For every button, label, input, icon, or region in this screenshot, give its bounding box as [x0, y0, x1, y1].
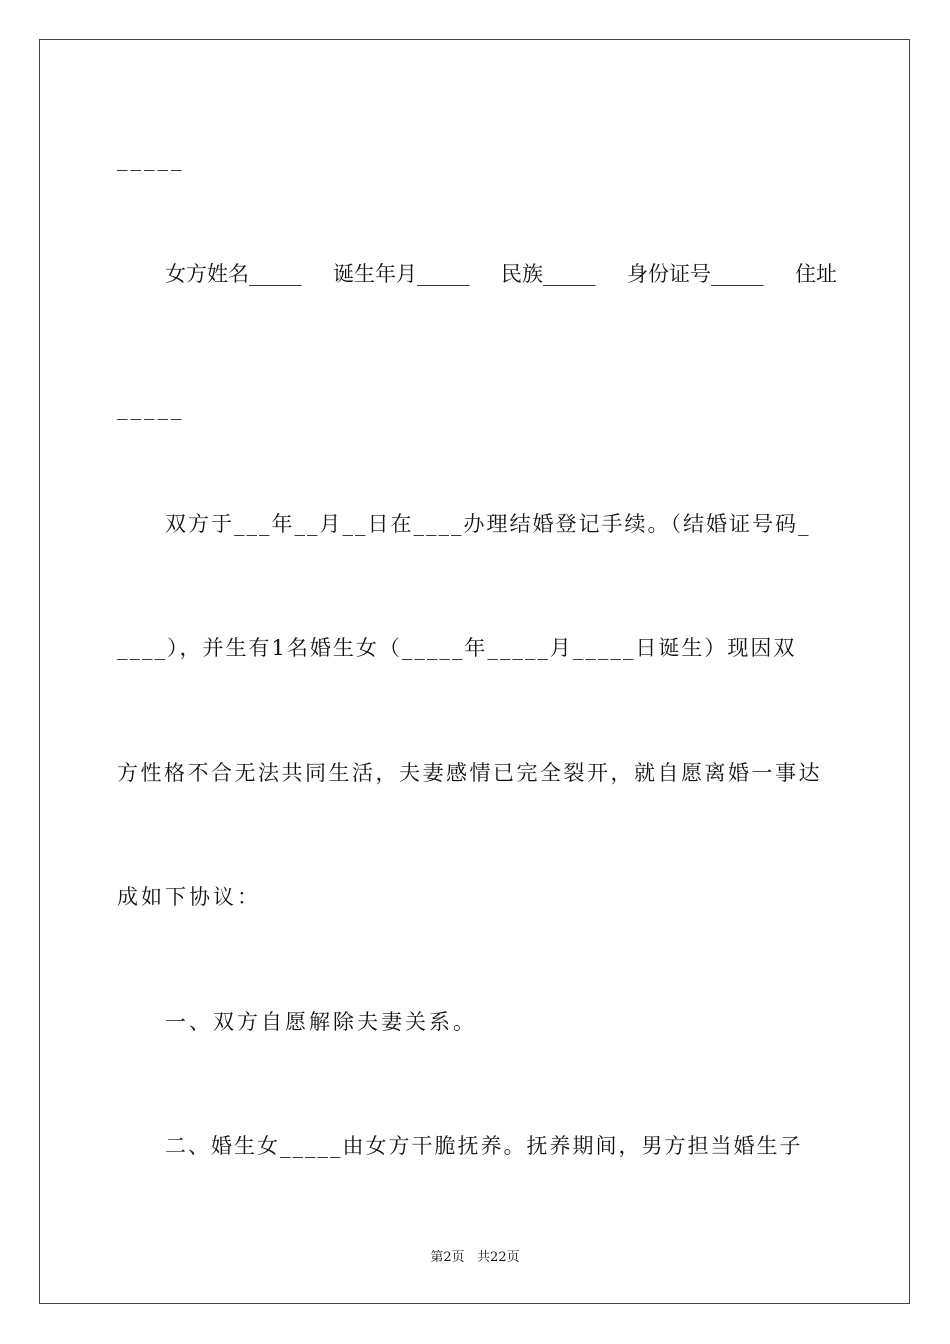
- page-number-footer: 第2页 共22页: [430, 1250, 520, 1265]
- divorce-reason-line: 方性格不合无法共同生活，夫妻感情已完全裂开，就自愿离婚一事达: [117, 761, 822, 785]
- female-ethnicity-field: 民族_____: [501, 262, 596, 286]
- female-info-line: [165, 259, 837, 289]
- agreement-intro-line: 成如下协议：: [117, 885, 261, 909]
- female-birth-field: 诞生年月_____: [333, 262, 470, 286]
- blank-line-female-address: _____: [117, 396, 185, 420]
- female-address-label: 住址: [795, 262, 837, 286]
- marriage-registration-line: 双方于___年__月__日在____办理结婚登记手续。（结婚证号码_: [165, 512, 811, 536]
- page-frame: [39, 39, 910, 1304]
- female-name-field: 女方姓名_____: [165, 262, 302, 286]
- clause-one: 一、双方自愿解除夫妻关系。: [165, 1010, 477, 1034]
- child-info-line: ____），并生有1名婚生女（_____年_____月_____日诞生）现因双: [117, 636, 797, 660]
- clause-two: 二、婚生女_____由女方干脆抚养。抚养期间，男方担当婚生子: [165, 1134, 803, 1158]
- blank-line-male-address: _____: [117, 147, 185, 171]
- female-id-field: 身份证号_____: [627, 262, 764, 286]
